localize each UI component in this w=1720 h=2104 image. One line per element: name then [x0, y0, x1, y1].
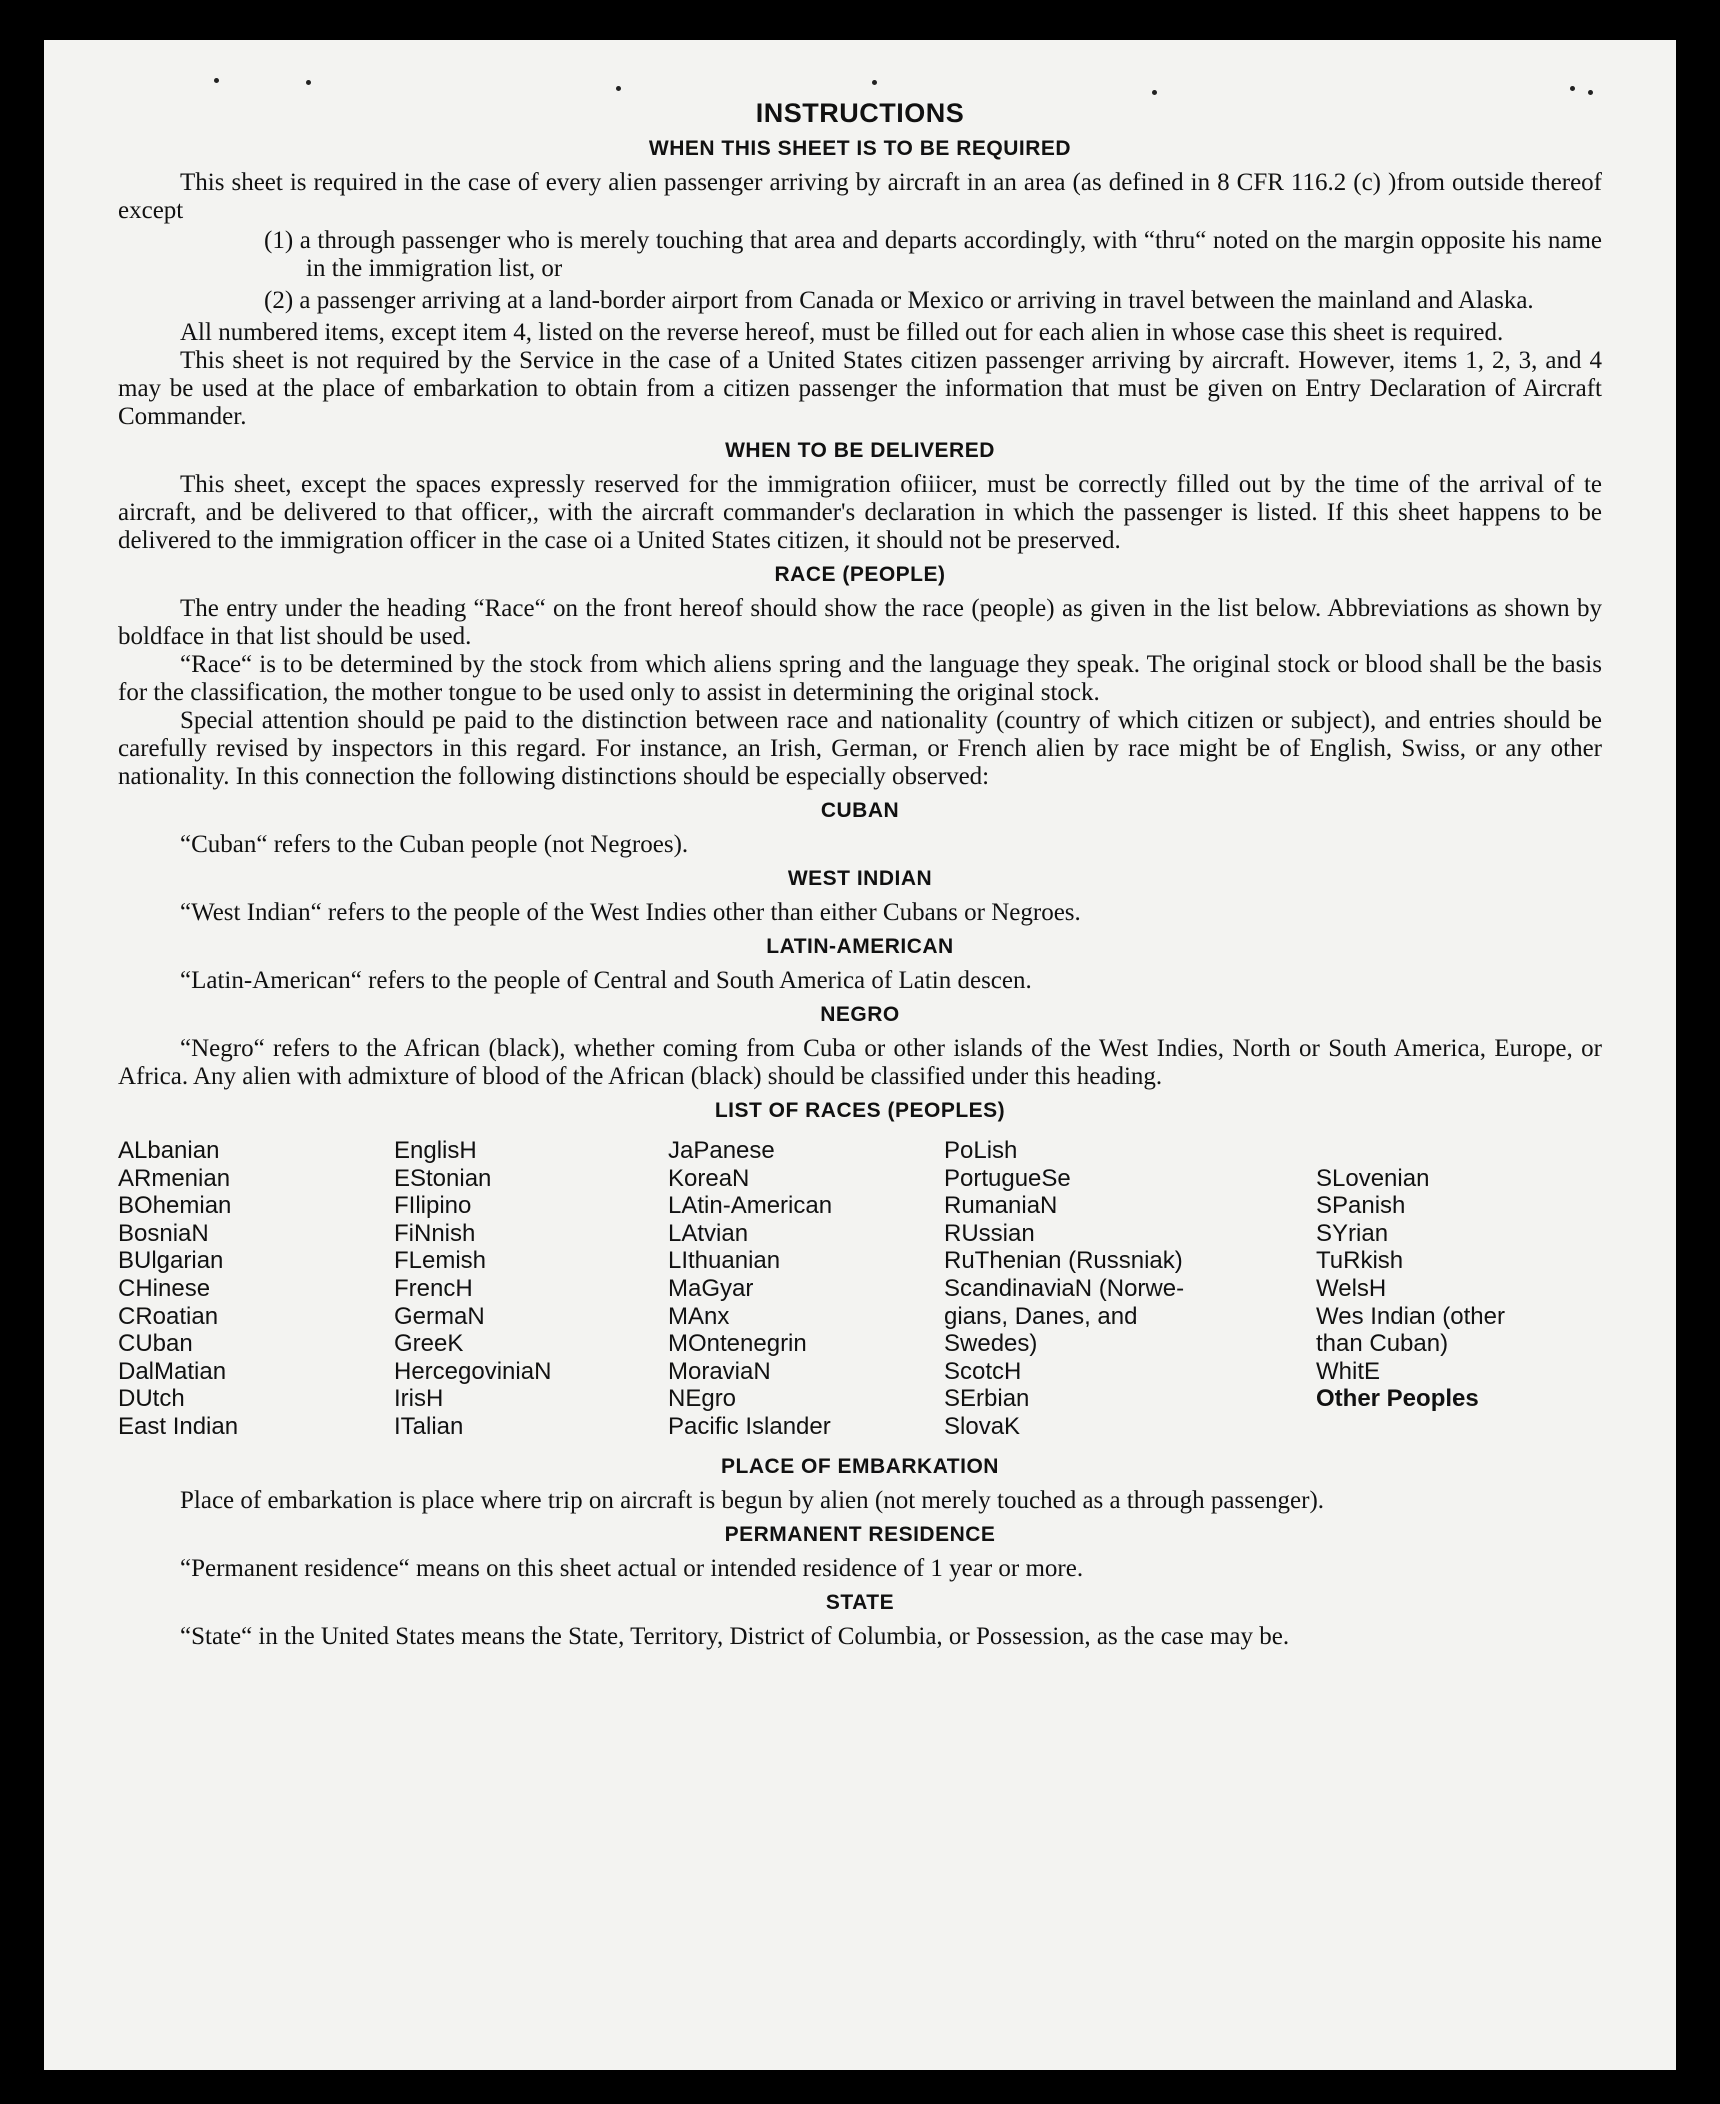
heading-place-of-embarkation: PLACE OF EMBARKATION: [721, 1454, 999, 1478]
heading-latin-american: LATIN-AMERICAN: [766, 935, 954, 958]
race-list: [118, 1137, 1602, 1441]
heading-race: RACE (PEOPLE): [774, 563, 946, 586]
paragraph-residence: “Permanent residence“ means on this sheet actual or intended residence of 1 year or more.: [180, 1554, 1084, 1582]
paragraph-numbered-items: All numbered items, except item 4, listed on the reverse hereof, must be filled out for each alien in whose case this sheet is required.: [180, 319, 1504, 346]
exception-item-2: (2) a passenger arriving at a land-border airport from Canada or Mexico or arriving in travel between the mainland and Alaska.: [264, 287, 1534, 314]
paragraph-delivered: This sheet, except the spaces expressly reserved for the immigration ofiiicer, must be correctly filled out by the time of the arrival of te aircraft, and be delivered to that officer,, with the aircraft commander's declaration in which the passenger is listed. If this sheet happens to be delivered to the immigration officer in the case oi a United States citizen, it should not be preserved.: [118, 471, 1602, 554]
race-list-column-5: [1316, 1137, 1596, 1441]
heading-when-required: WHEN THIS SHEET IS TO BE REQUIRED: [648, 137, 1072, 160]
heading-west-indian: WEST INDIAN: [787, 867, 933, 890]
paragraph-citizen: This sheet is not required by the Service in the case of a United States citizen passenger arriving by aircraft. However, items 1, 2, 3, and 4 may be used at the place of embarkation to obtain from a citizen passenger the information that must be given on Entry Declaration of Aircraft Commander.: [118, 347, 1602, 430]
paragraph-embarkation: Place of embarkation is place where trip on aircraft is begun by alien (not merely touched as a through passenger).: [180, 1486, 1325, 1514]
race-list-column-2: EnglisH EStonian FIlipino FiNnish FLemish FrencH GermaN GreeK HercegoviniaN IrisH ITalian: [394, 1137, 552, 1440]
race-list-column-3: JaPanese KoreaN LAtin-American LAtvian LIthuanian MaGyar MAnx MOntenegrin MoraviaN NEgro Pacific Islander: [668, 1137, 833, 1440]
heading-state: STATE: [825, 1590, 895, 1614]
heading-list-of-races: LIST OF RACES (PEOPLES): [714, 1099, 1006, 1122]
paragraph-west-indian: “West Indian“ refers to the people of the West Indies other than either Cubans or Negroes.: [180, 899, 1081, 926]
other-peoples-entry: Other Peoples: [1316, 1385, 1479, 1413]
paragraph-race-entry: The entry under the heading “Race“ on the front hereof should show the race (people) as given in the list below. Abbreviations as shown by boldface in that list should be used.: [118, 595, 1602, 650]
paragraph-negro: “Negro“ refers to the African (black), whether coming from Cuba or other islands of the West Indies, North or South America, Europe, or Africa. Any alien with admixture of blood of the African (black) should be classified under this heading.: [118, 1035, 1602, 1090]
exception-item-1: (1) a through passenger who is merely touching that area and departs accordingly, with “thru“ noted on the margin opposite his name in the immigration list, or: [264, 227, 1602, 282]
heading-negro: NEGRO: [820, 1003, 900, 1026]
heading-permanent-residence: PERMANENT RESIDENCE: [724, 1522, 996, 1546]
race-list-column-4: PoLish PortugueSe RumaniaN RUssian RuThenian (Russniak) ScandinaviaN (Norwe- gians, Danes, and Swedes) ScotcH SErbian SlovaK: [944, 1137, 1185, 1440]
paragraph-race-stock: “Race“ is to be determined by the stock from which aliens spring and the language they speak. The original stock or blood shall be the basis for the classification, the mother tongue to be used only to assist in determining the original stock.: [118, 651, 1602, 706]
paragraph-state: “State“ in the United States means the State, Territory, District of Columbia, or Possession, as the case may be.: [180, 1622, 1290, 1650]
paragraph-cuban: “Cuban“ refers to the Cuban people (not Negroes).: [180, 831, 689, 858]
instruction-sheet: [44, 40, 1676, 2070]
paragraph-latin-american: “Latin-American“ refers to the people of Central and South America of Latin descen.: [180, 967, 1032, 994]
race-list-column-1: ALbanian ARmenian BOhemian BosniaN BUlgarian CHinese CRoatian CUban DalMatian DUtch East Indian: [118, 1137, 239, 1440]
heading-when-delivered: WHEN TO BE DELIVERED: [725, 439, 995, 462]
paragraph-required: This sheet is required in the case of every alien passenger arriving by aircraft in an area (as defined in 8 CFR 116.2 (c) )from outside thereof except: [118, 169, 1602, 224]
page-title: INSTRUCTIONS: [755, 98, 965, 128]
race-list-column-5-items: SLovenian SPanish SYrian TuRkish WelsH Wes Indian (other than Cuban) WhitE: [1316, 1164, 1505, 1385]
heading-cuban: CUBAN: [820, 799, 900, 822]
paragraph-race-nationality: Special attention should pe paid to the distinction between race and nationality (country of which citizen or subject), and entries should be carefully revised by inspectors in this regard. For instance, an Irish, German, or French alien by race might be of English, Swiss, or any other nationality. In this connection the following distinctions should be especially observed:: [118, 707, 1602, 790]
